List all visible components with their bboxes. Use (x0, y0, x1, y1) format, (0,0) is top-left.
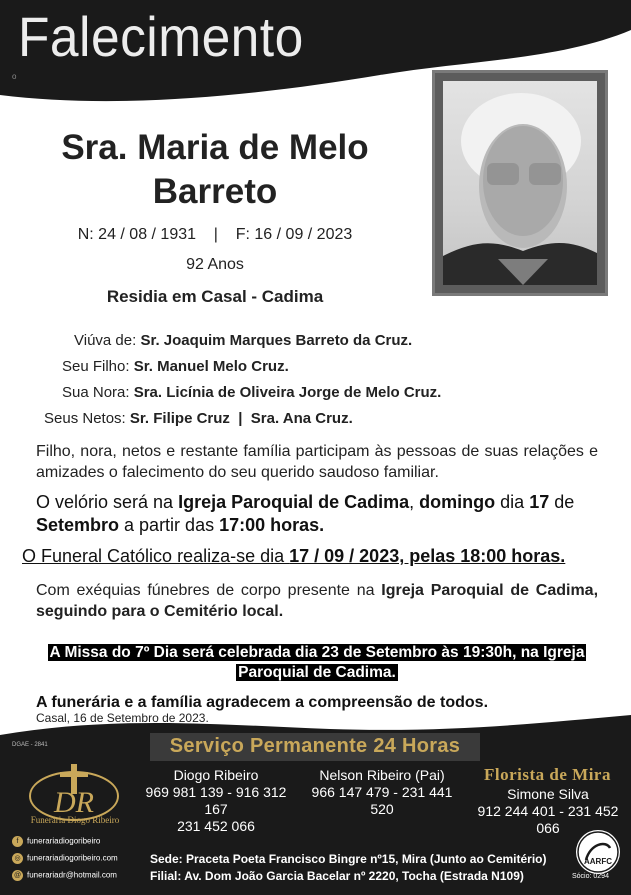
funeral-text: O Funeral Católico realiza-se dia (22, 546, 290, 566)
wake-text: dia (495, 492, 530, 512)
logo-letters: DR (54, 786, 94, 819)
relative-widower (74, 332, 412, 349)
relative-value: Sr. Filipe Cruz | Sra. Ana Cruz. (129, 410, 353, 427)
relative-label: Seu Filho: (62, 358, 130, 375)
wake-text: , (409, 492, 420, 512)
relative-label: Viúva de: (74, 332, 137, 349)
social-facebook[interactable] (12, 836, 100, 847)
deceased-name-line1: Sra. Maria de Melo (61, 128, 369, 167)
deceased-name-line2: Barreto (152, 172, 278, 211)
thanks-line: A funerária e a família agradecem a compreensão de todos. (36, 694, 489, 711)
relative-son (62, 358, 289, 375)
exequies-paragraph (36, 580, 598, 622)
social-text: funerariadr@hotmail.com (27, 870, 117, 880)
relative-label: Sua Nora: (62, 384, 130, 401)
social-instagram[interactable] (12, 853, 118, 864)
funeral-date-time: 17 / 09 / 2023, pelas 18:00 horas. (289, 546, 566, 566)
wake-text: O velório será na (36, 492, 179, 512)
age: 92 Anos (186, 256, 244, 273)
announcement-paragraph: Filho, nora, netos e restante família participam às pessoas de suas relações e amizades o falecimento do seu querido saudoso familiar. (36, 443, 598, 481)
portrait-image (443, 81, 597, 285)
wake-paragraph (36, 491, 598, 537)
deceased-name (20, 126, 410, 214)
birth-death-dates: N: 24 / 08 / 1931 | F: 16 / 09 / 2023 (77, 226, 353, 243)
address-filial: Filial: Av. Dom João Garcia Bacelar nº 2220, Tocha (Estrada N109) (150, 869, 524, 883)
relative-value: Sr. Manuel Melo Cruz. (133, 358, 289, 375)
logo-name: Funerária Diogo Ribeiro (30, 815, 120, 825)
social-email[interactable] (12, 870, 117, 881)
contact-name: Simone Silva (507, 786, 589, 802)
missa-notice (22, 643, 612, 683)
relative-daughter-in-law (62, 384, 441, 401)
residence: Residia em Casal - Cadima (106, 287, 324, 306)
relative-value: Sra. Licínia de Oliveira Jorge de Melo Cruz. (133, 384, 442, 401)
contact-phones-extra: 231 452 066 (177, 818, 255, 834)
contact-phones: 912 244 401 - 231 452 066 (477, 803, 619, 836)
place-date: Casal, 16 de Setembro de 2023. (36, 711, 209, 725)
service-banner-text: Serviço Permanente 24 Horas (169, 735, 461, 757)
social-text: funerariadiogoribeiro (27, 836, 101, 846)
wake-date: 17 (529, 492, 550, 512)
member-number: Sócio: 0294 (572, 873, 609, 880)
instagram-icon: ◎ (12, 853, 23, 864)
wake-text: a partir das (119, 515, 220, 535)
funeral-line (22, 546, 612, 567)
dgae-number: DGAE - 2841 (12, 742, 48, 748)
address-sede: Sede: Praceta Poeta Francisco Bingre nº15, Mira (Junto ao Cemitério) (150, 852, 547, 866)
contact-phones: 969 981 139 - 916 312 167 (145, 784, 287, 817)
portrait-photo (432, 70, 608, 296)
contact-name: Nelson Ribeiro (Pai) (319, 767, 445, 783)
exequies-text: Com exéquias fúnebres de corpo presente na (36, 582, 382, 599)
relative-label: Seus Netos: (44, 410, 126, 427)
facebook-icon: f (12, 836, 23, 847)
social-text: funerariadiogoribeiro.com (27, 853, 118, 863)
email-icon: @ (13, 872, 22, 879)
exequies-location: Igreja Paroquial de Cadima, seguindo para o Cemitério local. (36, 582, 599, 620)
relative-value: Sr. Joaquim Marques Barreto da Cruz. (140, 332, 413, 349)
association-logo-text: AARFC (584, 857, 612, 866)
wake-location: Igreja Paroquial de Cadima (178, 492, 410, 512)
wake-time: 17:00 horas. (219, 515, 325, 535)
missa-text: A Missa do 7º Dia será celebrada dia 23 de Setembro às 19:30h, na Igreja Paroquial de Cadima. (49, 644, 585, 681)
contact-diogo (136, 767, 296, 835)
contact-phones: 966 147 479 - 231 441 520 (311, 784, 453, 817)
contact-name: Diogo Ribeiro (173, 767, 259, 783)
header-marker: o (12, 72, 17, 81)
florista-brand: Florista de Mira (484, 765, 611, 784)
wake-day: domingo (419, 492, 496, 512)
page-title: Falecimento (18, 5, 304, 68)
association-logo (576, 830, 620, 874)
wake-month: Setembro (36, 515, 120, 535)
contact-nelson (302, 767, 462, 818)
wake-text: de (549, 492, 575, 512)
relative-grandchildren (44, 410, 353, 427)
